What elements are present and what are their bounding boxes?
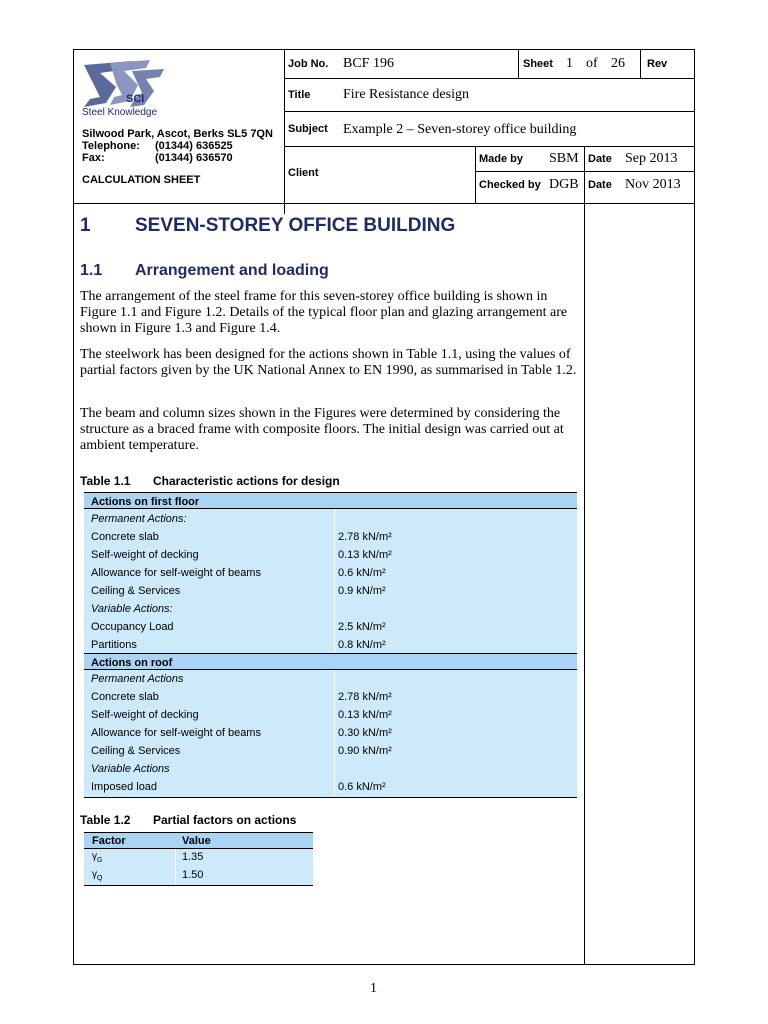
fax-value: (01344) 636570 xyxy=(155,152,233,164)
table-section-header xyxy=(84,653,577,670)
table-section-header xyxy=(84,492,577,509)
company-address: Silwood Park, Ascot, Berks SL5 7QN xyxy=(82,128,273,140)
header-divider xyxy=(284,146,695,147)
table2-caption: Partial factors on actions xyxy=(153,813,297,827)
row-value: 0.13 kN/m² xyxy=(338,709,392,721)
table-row xyxy=(84,742,577,760)
value-cell: 1.35 xyxy=(182,851,204,863)
title-label: Title xyxy=(288,89,311,101)
page-number: 1 xyxy=(370,981,377,996)
section-title: SEVEN-STOREY OFFICE BUILDING xyxy=(135,215,456,236)
header-divider xyxy=(518,49,519,78)
fax-label: Fax: xyxy=(82,152,105,164)
rev-label: Rev xyxy=(647,58,668,70)
row-label: Permanent Actions: xyxy=(91,513,187,525)
header-divider xyxy=(284,49,285,214)
made-date-value: Sep 2013 xyxy=(625,151,678,166)
paragraph: The steelwork has been designed for the actions shown in Table 1.1, using the values of partial factors given by the UK National Annex to EN 1990, as summarised in Table 1.2. xyxy=(80,347,577,378)
row-label: Allowance for self-weight of beams xyxy=(91,567,261,579)
first-floor-header: Actions on first floor xyxy=(91,496,200,508)
table-row xyxy=(84,706,577,724)
row-value: 0.90 kN/m² xyxy=(338,745,392,757)
checked-date-value: Nov 2013 xyxy=(625,177,681,192)
table-row xyxy=(84,546,577,564)
made-by-label: Made by xyxy=(479,153,524,165)
header-divider xyxy=(284,111,695,112)
table-row xyxy=(84,670,577,688)
checked-by-label: Checked by xyxy=(479,179,541,191)
table-row xyxy=(84,778,577,796)
characteristic-actions-table xyxy=(84,492,577,798)
row-value: 0.6 kN/m² xyxy=(338,567,386,579)
factor-gamma-q: $\gamma_Q$ xyxy=(92,869,103,882)
row-value: 0.9 kN/m² xyxy=(338,585,386,597)
sheet-number: 1 xyxy=(566,56,573,71)
checked-date-label: Date xyxy=(588,179,612,191)
table-row xyxy=(84,600,577,618)
table1-caption: Characteristic actions for design xyxy=(153,474,340,488)
paragraph: The arrangement of the steel frame for this seven-storey office building is shown in Figure 1.1 and Figure 1.2. Details of the typical floor plan and glazing arrangement are shown in Figure 1.3 and Figure 1.4. xyxy=(80,289,568,336)
value-column-header: Value xyxy=(182,835,211,847)
paragraph: The beam and column sizes shown in the Figures were determined by considering the structure as a braced frame with composite floors. The initial design was carried out at ambient temperature. xyxy=(80,406,564,453)
sheet-total: 26 xyxy=(611,56,625,71)
row-value: 2.78 kN/m² xyxy=(338,691,392,703)
subject-value: Example 2 – Seven-storey office building xyxy=(343,122,577,137)
factor-gamma-g: $\gamma_G$ xyxy=(92,851,103,864)
table-row xyxy=(84,850,313,867)
row-label: Imposed load xyxy=(91,781,158,793)
factor-column-header: Factor xyxy=(92,835,126,847)
checked-by-value: DGB xyxy=(549,177,579,192)
table-row xyxy=(84,636,577,654)
subject-label: Subject xyxy=(288,123,328,135)
header-divider xyxy=(475,171,695,172)
sheet-label: Sheet xyxy=(523,58,553,70)
table1-caption-number: Table 1.1 xyxy=(80,474,131,488)
table-row xyxy=(84,582,577,600)
table-row xyxy=(84,564,577,582)
table-row xyxy=(84,867,313,884)
table2-caption-number: Table 1.2 xyxy=(80,813,131,827)
header-divider xyxy=(284,78,695,79)
table-header-row xyxy=(84,832,313,849)
telephone-value: (01344) 636525 xyxy=(155,140,233,152)
made-date-label: Date xyxy=(588,153,612,165)
title-value: Fire Resistance design xyxy=(343,87,469,102)
row-label: Occupancy Load xyxy=(91,621,174,633)
job-no-value: BCF 196 xyxy=(343,56,394,71)
margin-column-divider xyxy=(584,146,585,965)
header-divider xyxy=(640,49,641,78)
row-label: Permanent Actions xyxy=(91,673,184,685)
subsection-title: Arrangement and loading xyxy=(135,262,329,279)
table-row xyxy=(84,510,577,528)
row-label: Variable Actions xyxy=(91,763,170,775)
row-value: 2.78 kN/m² xyxy=(338,531,392,543)
row-label: Ceiling & Services xyxy=(91,585,181,597)
client-label: Client xyxy=(288,167,319,179)
table-row xyxy=(84,760,577,778)
row-label: Allowance for self-weight of beams xyxy=(91,727,261,739)
job-no-label: Job No. xyxy=(288,58,329,70)
table-row xyxy=(84,618,577,636)
of-label: of xyxy=(586,56,598,71)
value-cell: 1.50 xyxy=(182,869,204,881)
sci-logo xyxy=(80,57,170,123)
row-label: Ceiling & Services xyxy=(91,745,181,757)
row-value: 2.5 kN/m² xyxy=(338,621,386,633)
partial-factors-table xyxy=(84,832,313,886)
roof-header: Actions on roof xyxy=(91,657,173,669)
row-label: Partitions xyxy=(91,639,137,651)
row-label: Self-weight of decking xyxy=(91,709,199,721)
logo-tagline: Steel Knowledge xyxy=(82,107,158,118)
header-divider xyxy=(73,203,695,204)
row-label: Concrete slab xyxy=(91,691,159,703)
made-by-value: SBM xyxy=(549,151,579,166)
row-value: 0.8 kN/m² xyxy=(338,639,386,651)
row-label: Variable Actions: xyxy=(91,603,173,615)
row-value: 0.13 kN/m² xyxy=(338,549,392,561)
telephone-label: Telephone: xyxy=(82,140,140,152)
subsection-number: 1.1 xyxy=(80,262,103,279)
row-label: Self-weight of decking xyxy=(91,549,199,561)
header-divider xyxy=(475,146,476,203)
table-row xyxy=(84,688,577,706)
table-row xyxy=(84,724,577,742)
logo-org: SCI xyxy=(126,93,145,105)
table-row xyxy=(84,528,577,546)
row-value: 0.30 kN/m² xyxy=(338,727,392,739)
sheet-type: CALCULATION SHEET xyxy=(82,174,201,186)
row-label: Concrete slab xyxy=(91,531,159,543)
row-value: 0.6 kN/m² xyxy=(338,781,386,793)
section-number: 1 xyxy=(80,215,91,236)
